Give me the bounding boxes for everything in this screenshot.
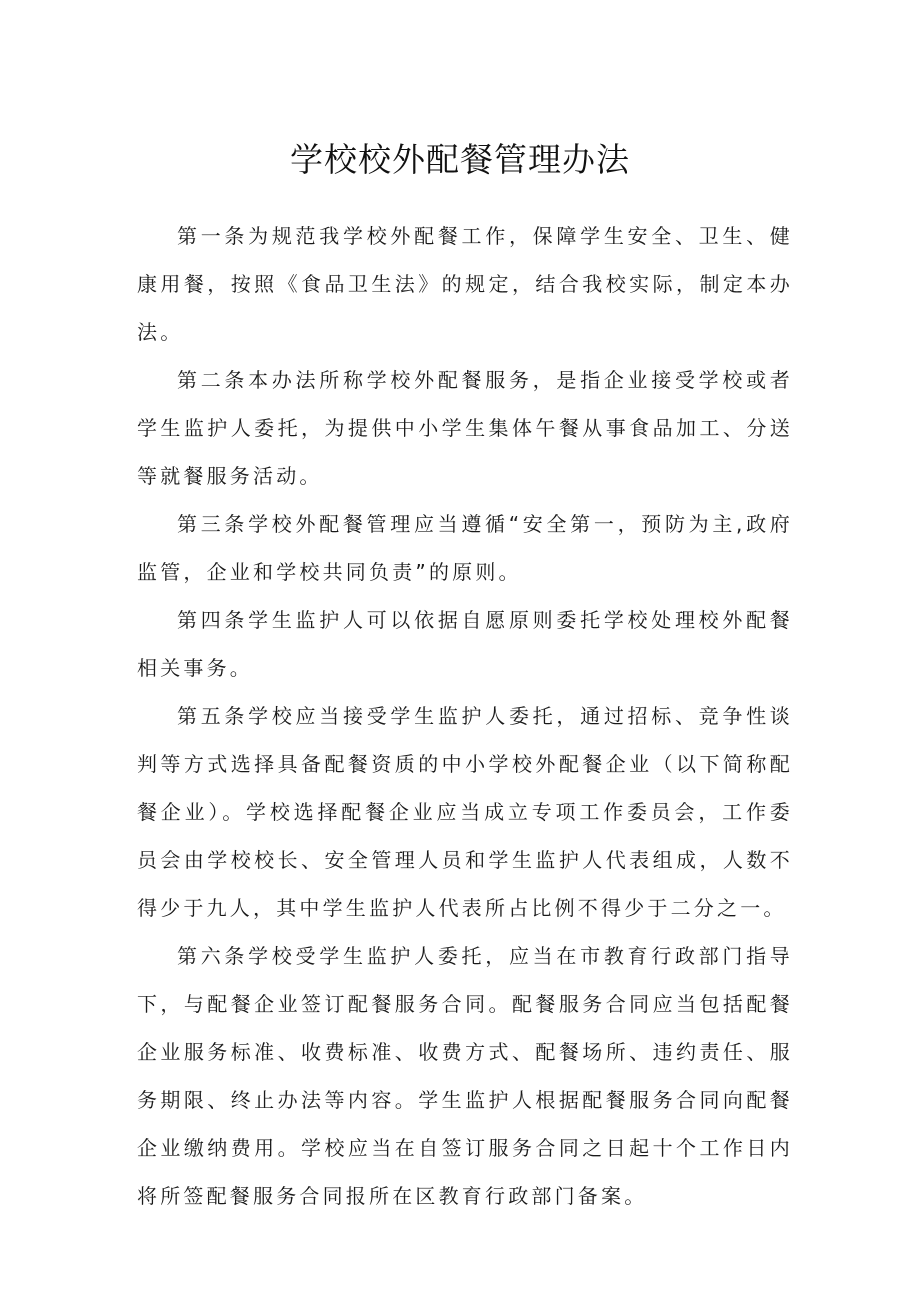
document-body [137, 212, 793, 1220]
article-4-paragraph: 第四条学生监护人可以依据自愿原则委托学校处理校外配餐相关事务。 [137, 608, 793, 680]
article-5-paragraph: 第五条学校应当接受学生监护人委托，通过招标、竞争性谈判等方式选择具备配餐资质的中小学校外配餐企业（以下简称配餐企业）。学校选择配餐企业应当成立专项工作委员会，工作委员会由学校校长、安全管理人员和学生监护人代表组成，人数不得少于九人，其中学生监护人代表所占比例不得少于二分之一。 [137, 704, 793, 920]
article-6-paragraph: 第六条学校受学生监护人委托，应当在市教育行政部门指导下，与配餐企业签订配餐服务合同。配餐服务合同应当包括配餐企业服务标准、收费标准、收费方式、配餐场所、违约责任、服务期限、终止办法等内容。学生监护人根据配餐服务合同向配餐企业缴纳费用。学校应当在自签订服务合同之日起十个工作日内将所签配餐服务合同报所在区教育行政部门备案。 [137, 944, 793, 1208]
article-1-paragraph: 第一条为规范我学校外配餐工作，保障学生安全、卫生、健康用餐，按照《食品卫生法》的规定，结合我校实际，制定本办法。 [137, 224, 793, 344]
article-3-paragraph: 第三条学校外配餐管理应当遵循“安全第一，预防为主,政府监管，企业和学校共同负责”的原则。 [137, 512, 793, 584]
article-2-paragraph: 第二条本办法所称学校外配餐服务，是指企业接受学校或者学生监护人委托，为提供中小学生集体午餐从事食品加工、分送等就餐服务活动。 [137, 368, 793, 488]
document-title: 学校校外配餐管理办法 [290, 140, 630, 179]
